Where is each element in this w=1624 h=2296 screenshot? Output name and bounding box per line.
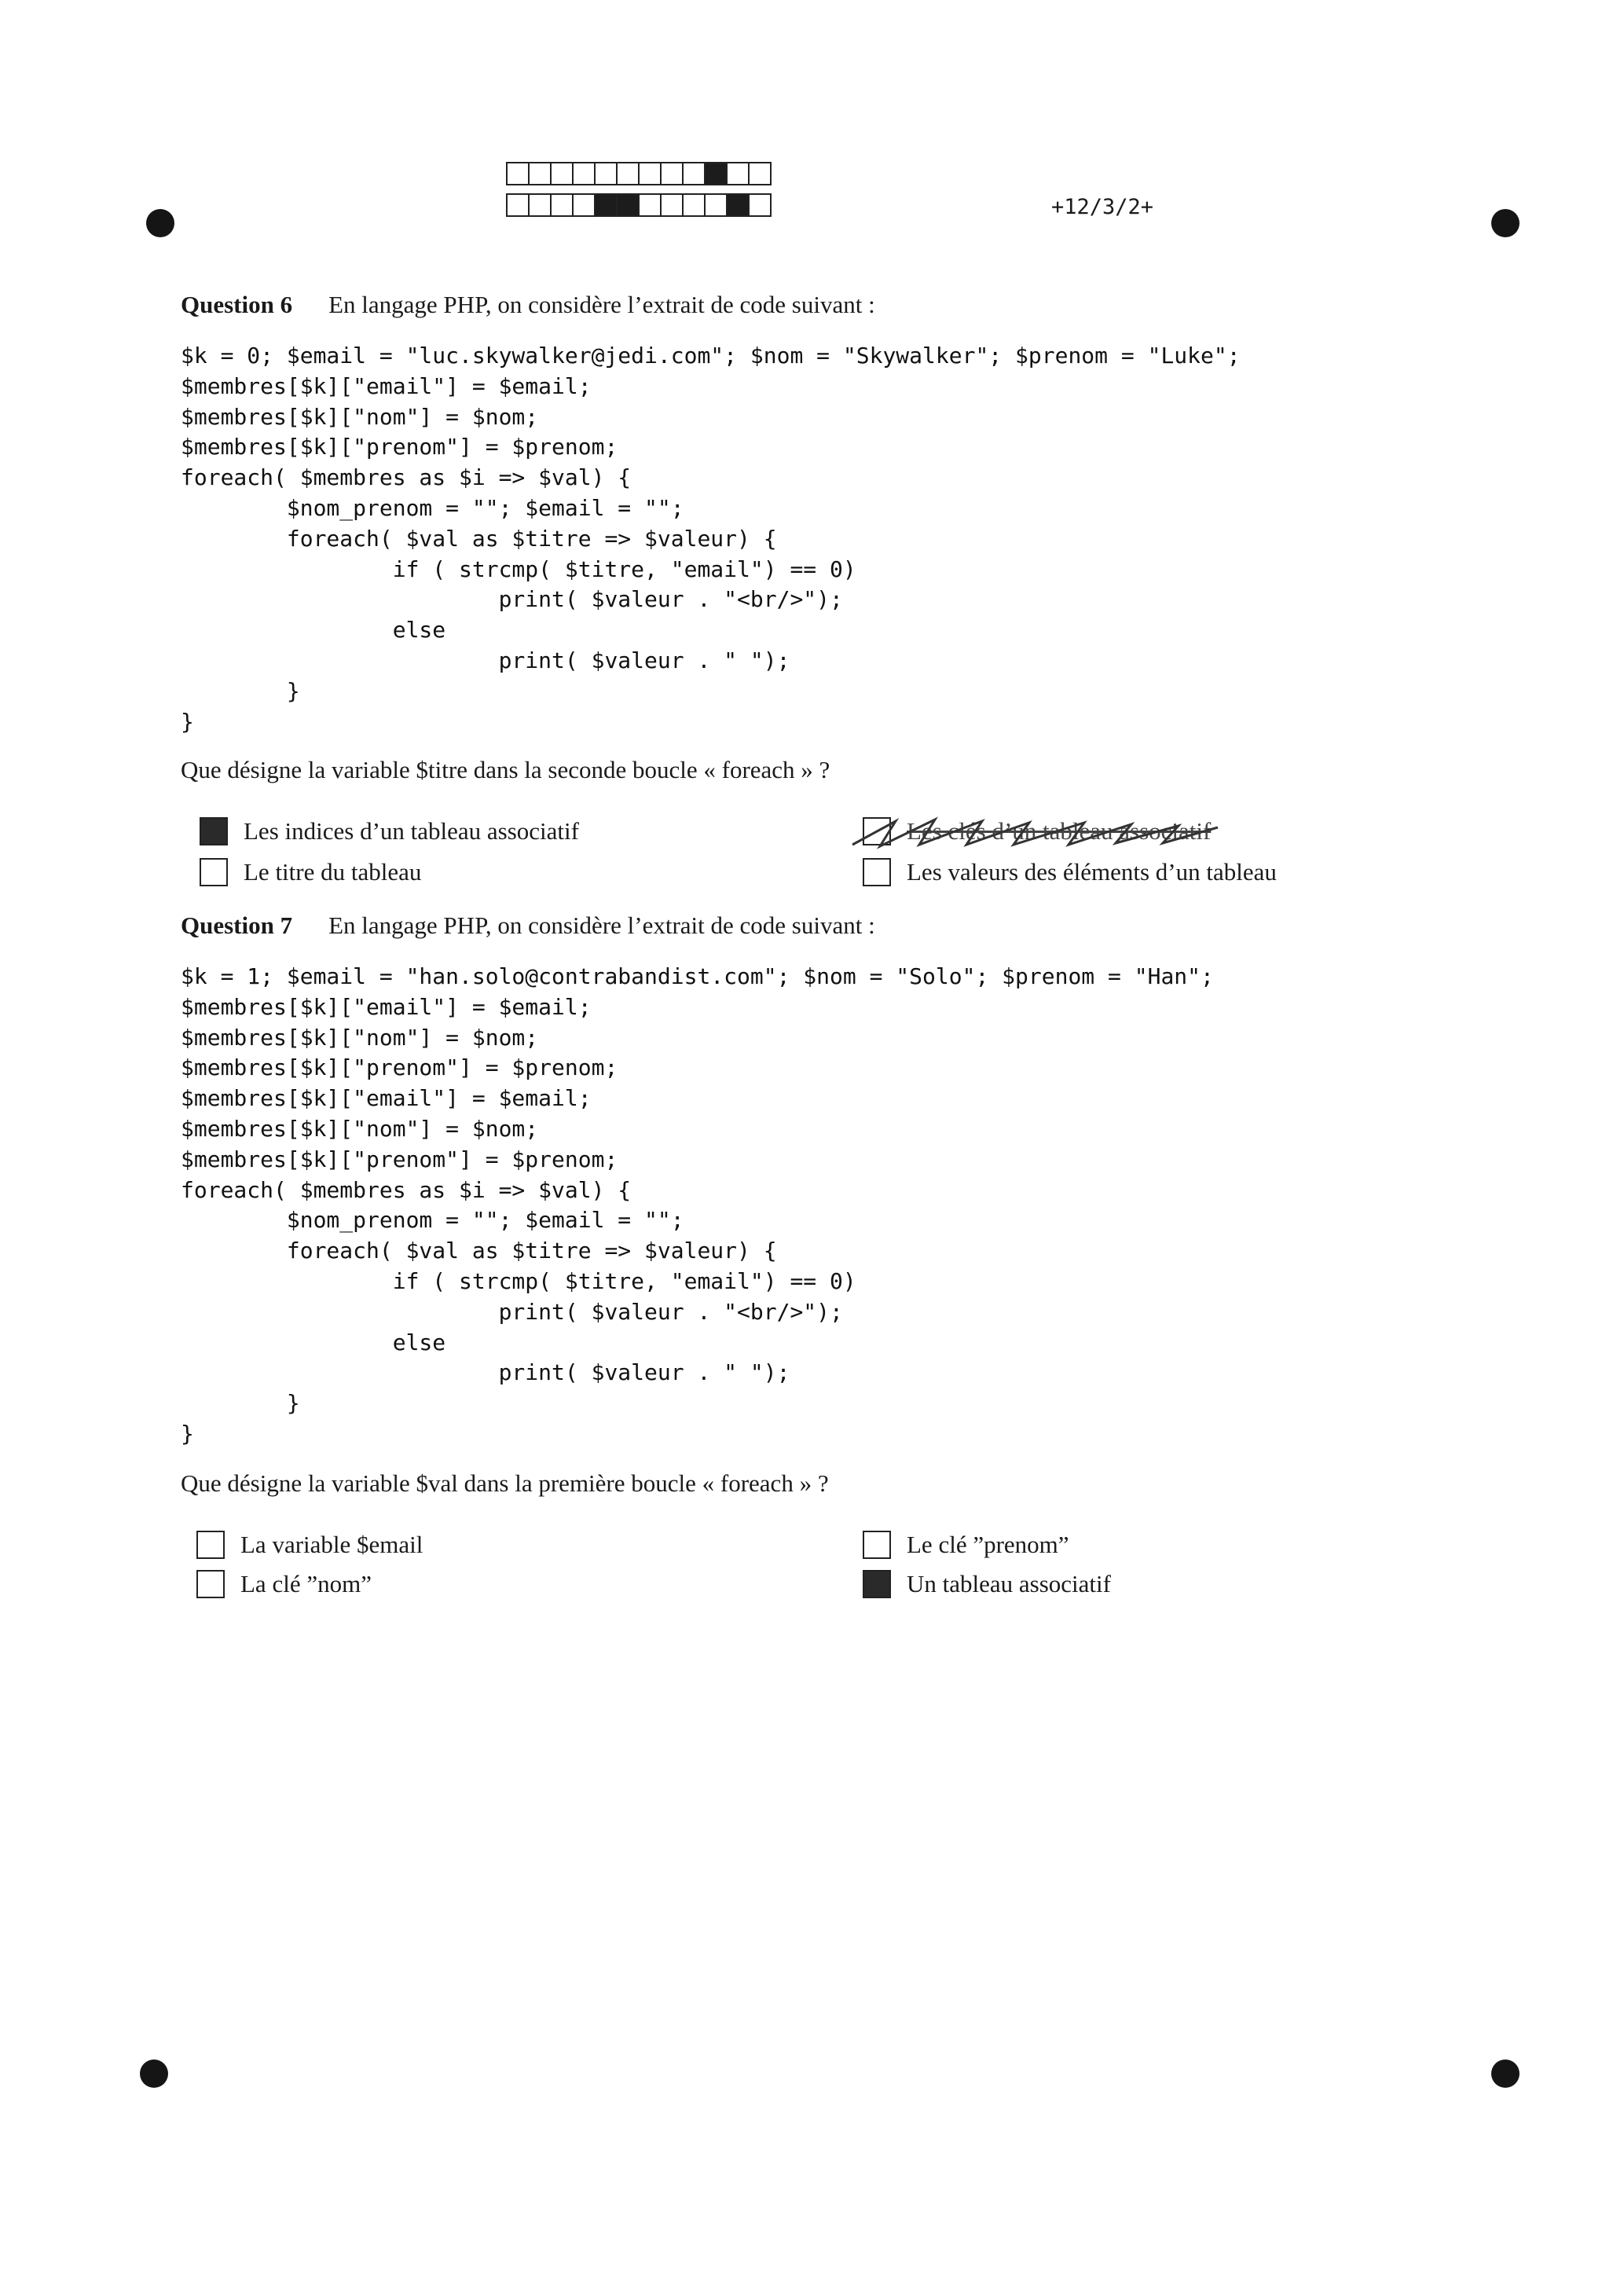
code-line: foreach( $val as $titre => $valeur) { xyxy=(181,525,777,552)
checkbox[interactable] xyxy=(863,858,891,886)
checkbox[interactable] xyxy=(863,1570,891,1598)
option-label: Les indices d’un tableau associatif xyxy=(244,817,579,845)
grid-cell xyxy=(528,193,552,217)
grid-cell xyxy=(638,162,662,185)
grid-cell xyxy=(638,193,662,217)
code-line: foreach( $membres as $i => $val) { xyxy=(181,1176,632,1203)
code-line: foreach( $membres as $i => $val) { xyxy=(181,464,632,491)
grid-cell xyxy=(748,162,772,185)
grid-cell xyxy=(660,162,684,185)
option-label: Les clés d’un tableau associatif xyxy=(907,817,1212,845)
code-line: $nom_prenom = ""; $email = ""; xyxy=(181,494,684,521)
code-line: print( $valeur . "<br/>"); xyxy=(181,586,843,613)
grid-cell xyxy=(660,193,684,217)
registration-mark-bottom-right xyxy=(1491,2059,1520,2088)
option-label: Le clé ”prenom” xyxy=(907,1531,1069,1558)
checkbox[interactable] xyxy=(200,817,228,845)
page-id: +12/3/2+ xyxy=(1051,195,1154,219)
q7-option-3[interactable] xyxy=(196,1570,372,1598)
checkbox[interactable] xyxy=(863,1531,891,1559)
question-label: Question 7 xyxy=(181,911,293,939)
code-line: $membres[$k]["email"] = $email; xyxy=(181,993,592,1020)
code-line: $k = 1; $email = "han.solo@contrabandist.com"; $nom = "Solo"; $prenom = "Han"; xyxy=(181,963,1214,989)
question-6-prompt: Que désigne la variable $titre dans la seconde boucle « foreach » ? xyxy=(181,756,830,783)
registration-mark-top-left xyxy=(146,209,174,237)
grid-cell xyxy=(528,162,552,185)
grid-cell xyxy=(550,162,574,185)
grid-cell xyxy=(572,193,596,217)
grid-cell xyxy=(506,162,530,185)
grid-cell xyxy=(726,193,750,217)
checkbox[interactable] xyxy=(196,1531,225,1559)
registration-mark-bottom-left xyxy=(140,2059,168,2088)
q6-option-4[interactable] xyxy=(863,858,1277,886)
code-line: $membres[$k]["nom"] = $nom; xyxy=(181,1115,539,1142)
q6-option-1[interactable] xyxy=(200,817,579,845)
grid-cell xyxy=(748,193,772,217)
code-line: } xyxy=(181,708,194,735)
code-line: else xyxy=(181,1329,446,1355)
code-line: $membres[$k]["prenom"] = $prenom; xyxy=(181,1054,618,1081)
code-line: $k = 0; $email = "luc.skywalker@jedi.com"; $nom = "Skywalker"; $prenom = "Luke"; xyxy=(181,343,1241,369)
code-line: $membres[$k]["nom"] = $nom; xyxy=(181,1024,539,1051)
id-grid-row-2 xyxy=(506,193,770,217)
registration-mark-top-right xyxy=(1491,209,1520,237)
checkbox[interactable] xyxy=(200,858,228,886)
grid-cell xyxy=(726,162,750,185)
grid-cell xyxy=(616,162,640,185)
code-line: print( $valeur . "<br/>"); xyxy=(181,1298,843,1325)
grid-cell xyxy=(506,193,530,217)
q6-option-3[interactable] xyxy=(200,858,421,886)
option-label: Un tableau associatif xyxy=(907,1570,1111,1597)
q7-option-4[interactable] xyxy=(863,1570,1111,1598)
q7-option-1[interactable] xyxy=(196,1531,423,1559)
question-7-prompt: Que désigne la variable $val dans la première boucle « foreach » ? xyxy=(181,1469,829,1497)
code-block-q7 xyxy=(181,962,1214,1450)
question-intro: En langage PHP, on considère l’extrait de code suivant : xyxy=(328,291,875,318)
code-line: print( $valeur . " "); xyxy=(181,1359,790,1386)
code-line: print( $valeur . " "); xyxy=(181,647,790,673)
code-line: $membres[$k]["email"] = $email; xyxy=(181,372,592,399)
code-line: } xyxy=(181,1390,300,1417)
grid-cell xyxy=(616,193,640,217)
grid-cell xyxy=(682,162,706,185)
checkbox[interactable] xyxy=(196,1570,225,1598)
grid-cell xyxy=(704,162,728,185)
q7-option-2[interactable] xyxy=(863,1531,1069,1559)
question-6-header xyxy=(181,291,875,319)
option-label: Les valeurs des éléments d’un tableau xyxy=(907,858,1277,886)
question-7-header xyxy=(181,911,875,940)
code-line: foreach( $val as $titre => $valeur) { xyxy=(181,1238,777,1264)
code-line: $membres[$k]["prenom"] = $prenom; xyxy=(181,434,618,460)
code-line: $membres[$k]["email"] = $email; xyxy=(181,1085,592,1112)
code-line: else xyxy=(181,617,446,644)
grid-cell xyxy=(572,162,596,185)
id-grid-row-1 xyxy=(506,162,770,185)
grid-cell xyxy=(682,193,706,217)
code-line: } xyxy=(181,1420,194,1447)
grid-cell xyxy=(594,193,618,217)
question-intro: En langage PHP, on considère l’extrait de code suivant : xyxy=(328,911,875,939)
code-line: $membres[$k]["nom"] = $nom; xyxy=(181,403,539,430)
grid-cell xyxy=(550,193,574,217)
code-line: } xyxy=(181,677,300,704)
code-line: if ( strcmp( $titre, "email") == 0) xyxy=(181,556,856,582)
crossout-scribble xyxy=(849,813,1226,853)
code-block-q6 xyxy=(181,341,1241,737)
code-line: $membres[$k]["prenom"] = $prenom; xyxy=(181,1146,618,1172)
grid-cell xyxy=(704,193,728,217)
code-line: $nom_prenom = ""; $email = ""; xyxy=(181,1207,684,1234)
option-label: Le titre du tableau xyxy=(244,858,422,886)
grid-cell xyxy=(594,162,618,185)
code-line: if ( strcmp( $titre, "email") == 0) xyxy=(181,1267,856,1294)
option-label: La clé ”nom” xyxy=(240,1570,372,1597)
question-label: Question 6 xyxy=(181,291,293,318)
option-label: La variable $email xyxy=(240,1531,423,1558)
